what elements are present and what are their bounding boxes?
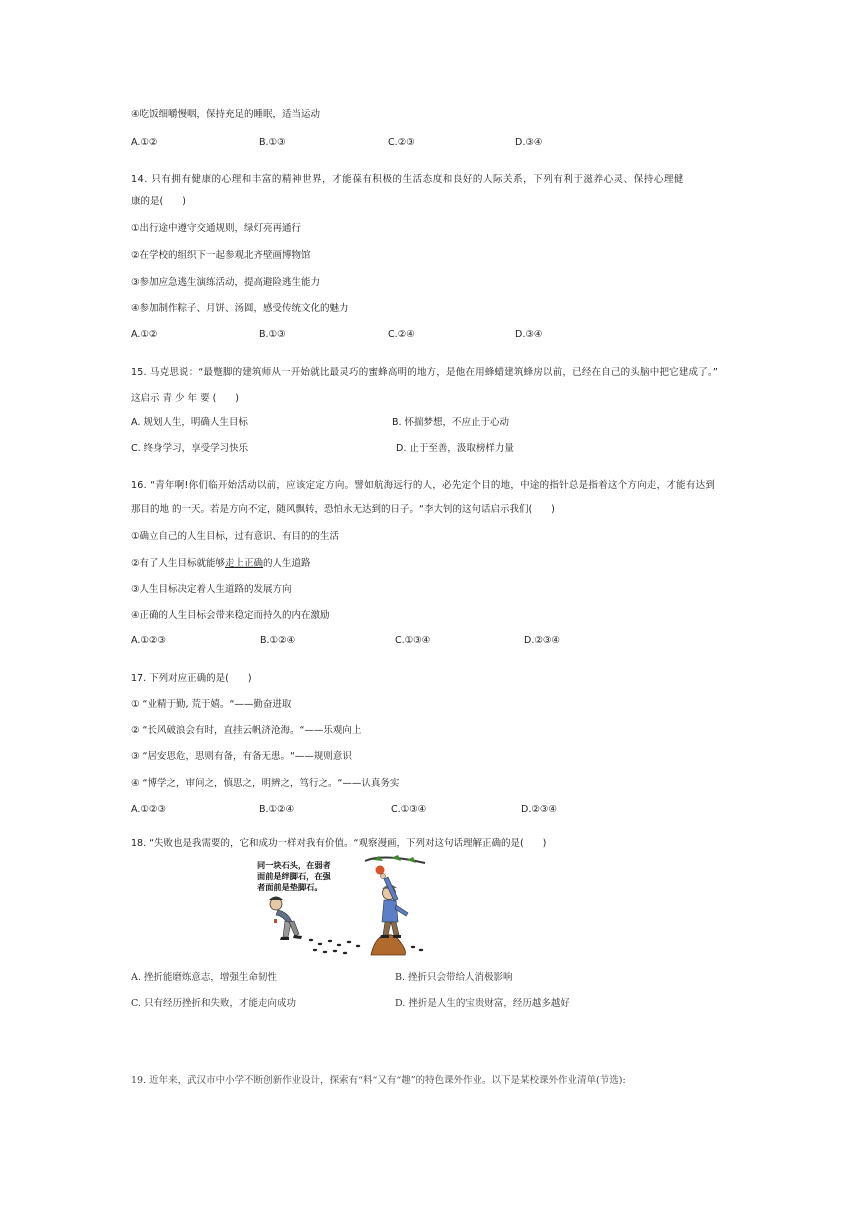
question-19-stem: 19. 近年来，武汉市中小学不断创新作业设计，探索有“料“又有“趣”的特色课外作业。以下是某校课外作业清单(节选): xyxy=(131,1075,626,1086)
question-14-option-a: A.①② xyxy=(131,329,158,340)
cartoon-illustration xyxy=(253,855,428,958)
question-16-option-b: B.①②④ xyxy=(260,635,296,646)
question-17-item-1: ① “业精于勤, 荒于嬉。“——勤奋进取 xyxy=(131,699,292,710)
question-18-option-b: B. 挫折只会带给人消极影响 xyxy=(395,972,513,983)
question-17-option-a: A.①②③ xyxy=(131,804,166,815)
question-17-stem: 17. 下列对应正确的是( ) xyxy=(131,673,252,684)
question-16-option-c: C.①③④ xyxy=(395,635,431,646)
option-d: D.③④ xyxy=(515,137,543,148)
question-16-option-a: A.①②③ xyxy=(131,635,166,646)
question-15-option-a: A. 规划人生，明确人生目标 xyxy=(131,417,248,428)
question-17-option-b: B.①②④ xyxy=(259,804,295,815)
question-14-option-d: D.③④ xyxy=(515,329,543,340)
question-14-option-b: B.①③ xyxy=(259,329,286,340)
question-14-option-c: C.②④ xyxy=(388,329,415,340)
question-16-option-d: D.②③④ xyxy=(524,635,560,646)
question-16-item-2-underlined: 走上正确 xyxy=(225,558,264,569)
question-15-option-b: B. 怀揣梦想，不应止于心动 xyxy=(392,417,510,428)
question-16-item-2-text: ②有了人生目标就能够 xyxy=(131,558,226,569)
item-text: ④吃饭细嚼慢咽，保持充足的睡眠，适当运动 xyxy=(131,109,321,120)
question-15-option-d: D. 止于至善，汲取榜样力量 xyxy=(396,443,514,454)
question-16-item-2-tail: 的人生道路 xyxy=(263,558,311,569)
question-14-item-3: ③参加应急逃生演练活动，提高避险逃生能力 xyxy=(131,277,321,288)
question-17-option-c: C.①③④ xyxy=(391,804,427,815)
question-15-option-c: C. 终身学习，享受学习快乐 xyxy=(131,443,249,454)
cartoon-caption-line-3: 者面前是垫脚石。 xyxy=(257,882,323,892)
question-18-option-c: C. 只有经历挫折和失败，才能走向成功 xyxy=(131,998,296,1009)
question-17-item-4: ④ “博学之，审问之，慎思之，明辨之，笃行之。“——认真务实 xyxy=(131,778,400,789)
option-a: A.①② xyxy=(131,137,158,148)
question-17-item-3: ③ “居安思危，思则有备，有备无患。“——规则意识 xyxy=(131,751,352,762)
question-14-item-2: ②在学校的组织下一起参观北齐壁画博物馆 xyxy=(131,250,311,261)
cartoon-caption-line-2: 面前是绊脚石，在强 xyxy=(257,871,331,881)
question-16-item-2 xyxy=(131,557,311,571)
cartoon-caption-line-1: 同一块石头，在弱者 xyxy=(257,860,331,870)
question-14-item-1: ①出行途中遵守交通规则，绿灯亮再通行 xyxy=(131,223,302,234)
question-14-stem-cont: 康的是( ) xyxy=(131,196,186,207)
question-16-item-1: ①确立自己的人生目标，过有意识、有目的的生活 xyxy=(131,531,340,542)
option-c: C.②③ xyxy=(388,137,415,148)
question-17-item-2: ② “长风破浪会有时，直挂云帆济沧海。“——乐观向上 xyxy=(131,725,362,736)
question-15-stem-cont: 这启示 青 少 年 要 ( ) xyxy=(131,393,240,404)
question-16-stem: 16. “青年啊!你们临开始活动以前，应该定定方向。譬如航海远行的人，必先定个目的地，中途的指针总是指着这个方向走，才能有达到 xyxy=(131,480,716,491)
question-14-stem: 14. 只有拥有健康的心理和丰富的精神世界，才能葆有积极的生活态度和良好的人际关系，下列有利于滋养心灵、保持心理健 xyxy=(131,174,684,185)
question-18-option-d: D. 挫折是人生的宝贵财富，经历越多越好 xyxy=(395,998,570,1009)
question-14-item-4: ④参加制作粽子、月饼、汤圆，感受传统文化的魅力 xyxy=(131,303,349,314)
question-18-option-a: A. 挫折能磨炼意志，增强生命韧性 xyxy=(131,972,277,983)
question-16-item-4: ④正确的人生目标会带来稳定而持久的内在激励 xyxy=(131,610,330,621)
question-17-option-d: D.②③④ xyxy=(521,804,557,815)
option-b: B.①③ xyxy=(259,137,286,148)
question-16-stem-cont: 那目的地 的一天。若是方向不定，随风飘转，恐怕永无达到的日子。“李大钊的这句话启示我们( ) xyxy=(131,504,555,515)
question-16-item-3: ③人生目标决定着人生道路的发展方向 xyxy=(131,584,292,595)
question-15-stem: 15. 马克思说：“最蹩脚的建筑师从一开始就比最灵巧的蜜蜂高明的地方，是他在用蜂蜡建筑蜂房以前，已经在自己的头脑中把它建成了。” xyxy=(131,367,719,378)
question-18-stem: 18. “失败也是我需要的，它和成功一样对我有价值。“观察漫画，下列对这句话理解正确的是( ) xyxy=(131,838,547,849)
